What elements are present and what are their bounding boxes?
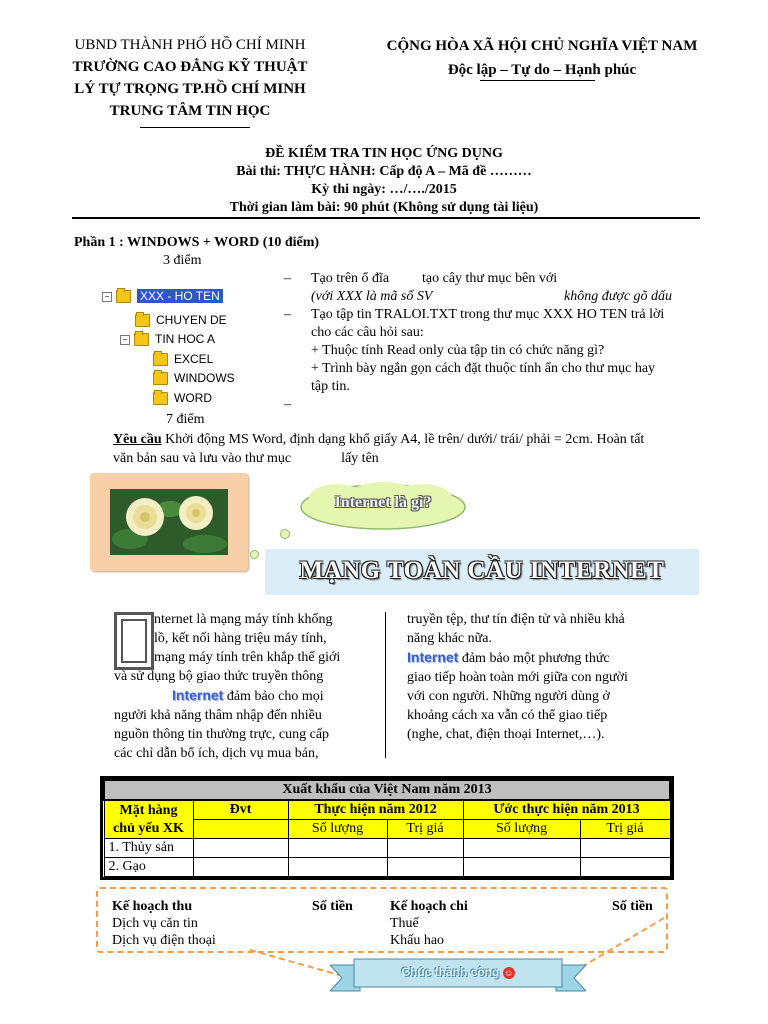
exam-heading [100,145,668,217]
instructions [284,270,694,414]
requirement-label: Yêu cầu [113,432,162,447]
instr-2e: tập tin. [311,379,350,394]
points-a: 3 điểm [163,253,202,268]
points-b: 7 điểm [166,412,205,427]
cloud-text: Internet là gì? [334,494,432,511]
collapse-icon[interactable]: − [102,292,112,302]
export-table [103,779,671,877]
tree-label: CHUYEN DE [156,313,227,327]
income-item: Dịch vụ căn tin [112,916,198,931]
header-unit: Đvt [193,800,288,820]
heading-rule [72,217,700,219]
col1-line1: nternet là mạng máy tính khổng [154,612,333,627]
tree-root[interactable] [102,289,223,303]
tree-excel[interactable] [153,352,213,366]
folder-icon [153,392,168,405]
col2-line3: đảm bảo một phương thức [458,651,610,666]
ribbon-label: Chúc thành công [401,965,500,979]
part1-heading: Phần 1 : WINDOWS + WORD (10 điểm) [74,235,320,250]
agency-name: UBND THÀNH PHỐ HỒ CHÍ MINH [74,37,306,53]
dash-3: – [284,397,291,412]
col2-line2: năng khác nữa. [407,631,492,646]
header-2013: Ước thực hiện năm 2013 [463,800,670,820]
expense-item: Thuế [390,916,419,931]
left-underline [140,127,250,128]
col2-line6: khoảng cách xa vẫn có thể giao tiếp [407,708,608,723]
col2-line5: với con người. Những người dùng ở [407,689,610,704]
exam-date: Kỳ thi ngày: …/…./2015 [311,182,457,197]
col1-line2: lồ, kết nối hàng triệu máy tính, [154,631,327,646]
income-label: Kế hoạch thu [112,899,193,914]
ribbon-banner [330,955,586,995]
folder-icon [134,333,149,346]
expense-label: Kế hoạch chi [390,899,468,914]
smiley-icon: ☺ [504,967,514,978]
col1-line7: nguồn thông tin thường trực, cung cấp [114,727,330,742]
instr-1a: Tạo trên ổ đĩa [311,271,390,286]
instr-2b: cho các câu hỏi sau: [311,325,424,340]
header-qty-2013: Số lượng [463,820,580,839]
tree-root-label: XXX - HO TEN [137,289,223,303]
tree-word[interactable] [153,391,212,405]
folder-icon [116,290,131,303]
roses-picture [90,473,248,571]
instr-1c: (với XXX là mã số SV [311,289,433,304]
national-block [368,34,716,82]
requirement-text-2: văn bản sau và lưu vào thư mục [113,451,292,466]
tree-label: TIN HOC A [155,332,216,346]
instr-1d: không được gõ dấu [564,289,673,304]
income-amount-label: Số tiền [312,899,353,914]
internet-word-1: Internet [172,687,224,703]
instr-2d: + Trình bày ngắn gọn cách đặt thuộc tính ẩn cho thư mục hay [311,361,656,376]
tree-tin-hoc-a[interactable] [120,332,215,346]
center-name: TRUNG TÂM TIN HỌC [109,103,271,119]
tree-label: WINDOWS [174,371,235,385]
requirement [113,430,693,468]
school-name-2: LÝ TỰ TRỌNG TP.HỒ CHÍ MINH [74,81,306,97]
table-title: Xuất khẩu của Việt Nam năm 2013 [104,780,670,800]
article-column-1 [114,610,362,763]
export-table-frame [100,776,674,880]
folder-icon [153,353,168,366]
tree-chuyen-de[interactable] [135,313,227,327]
requirement-text-1: Khởi động MS Word, định dạng khổ giấy A4, lề trên/ dưới/ trái/ phải = 2cm. Hoàn tất [161,432,645,447]
row-label: 2. Gạo [104,858,193,877]
header-item-1: Mặt hàng [119,802,178,818]
column-divider [385,612,386,758]
header-val-2013: Trị giá [580,820,670,839]
tree-label: WORD [174,391,212,405]
cloud-callout [297,480,469,534]
instr-2a: Tạo tập tin TRALOI.TXT trong thư mục XXX HO TEN trả lời [311,307,665,322]
col1-line5: đảm bảo cho mọi [223,689,324,704]
col2-line4: giao tiếp hoàn toàn mới giữa con người [407,670,628,685]
roses-image [110,489,228,555]
plan-income [112,898,360,949]
right-underline [480,80,595,81]
school-name-1: TRƯỜNG CAO ĐẲNG KỸ THUẬT [72,59,308,75]
exam-level: Bài thi: THỰC HÀNH: Cấp độ A – Mã đề ……… [236,164,532,179]
col1-line6: người khả năng thâm nhập đến nhiều [114,708,322,723]
instr-1b: tạo cây thư mục bên với [422,271,558,286]
instr-2c: + Thuộc tính Read only của tập tin có chức năng gì? [311,343,605,358]
folder-icon [153,372,168,385]
article-column-2 [407,610,655,744]
internet-word-2: Internet [407,649,459,665]
exam-duration: Thời gian làm bài: 90 phút (Không sử dụng tài liệu) [229,200,539,215]
national-title: CỘNG HÒA XÃ HỘI CHỦ NGHĨA VIỆT NAM [386,38,698,54]
plan-expense [390,898,660,949]
col1-line3: mạng máy tính trên khắp thế giới [154,650,341,665]
cloud-bubble-small [280,529,290,539]
header-item-2: chủ yếu XK [113,820,184,836]
cloud-bubble-tiny [250,550,259,559]
tree-label: EXCEL [174,352,214,366]
col2-line7: (nghe, chat, điện thoại Internet,…). [407,727,605,742]
dash-1: – [284,271,291,286]
title-banner [265,549,699,595]
expense-item: Khấu hao [390,933,445,948]
table-row [104,839,670,858]
national-motto: Độc lập – Tự do – Hạnh phúc [447,62,637,78]
header-qty-2012: Số lượng [288,820,387,839]
banner-title: MẠNG TOÀN CẦU INTERNET [299,557,665,584]
header-2012: Thực hiện năm 2012 [288,800,463,820]
header-val-2012: Trị giá [387,820,463,839]
ribbon-text [354,965,562,979]
collapse-icon[interactable]: − [120,335,130,345]
table-row [104,858,670,877]
folder-icon [135,314,150,327]
header-item [104,800,193,839]
requirement-text-3: lấy tên [341,451,379,466]
col1-line8: các chỉ dẫn bổ ích, dịch vụ mua bán, [114,746,319,761]
dash-2: – [284,307,291,322]
agency-block [70,34,310,122]
income-item: Dịch vụ điện thoại [112,933,216,948]
col2-line1: truyền tệp, thư tín điện tử và nhiều khả [407,612,625,627]
row-label: 1. Thủy sản [104,839,193,858]
col1-line4: và sử dụng bộ giao thức truyền thông [114,669,324,684]
tree-windows[interactable] [153,371,235,385]
expense-amount-label: Số tiền [612,899,653,914]
exam-title: ĐỀ KIỂM TRA TIN HỌC ỨNG DỤNG [265,146,503,161]
